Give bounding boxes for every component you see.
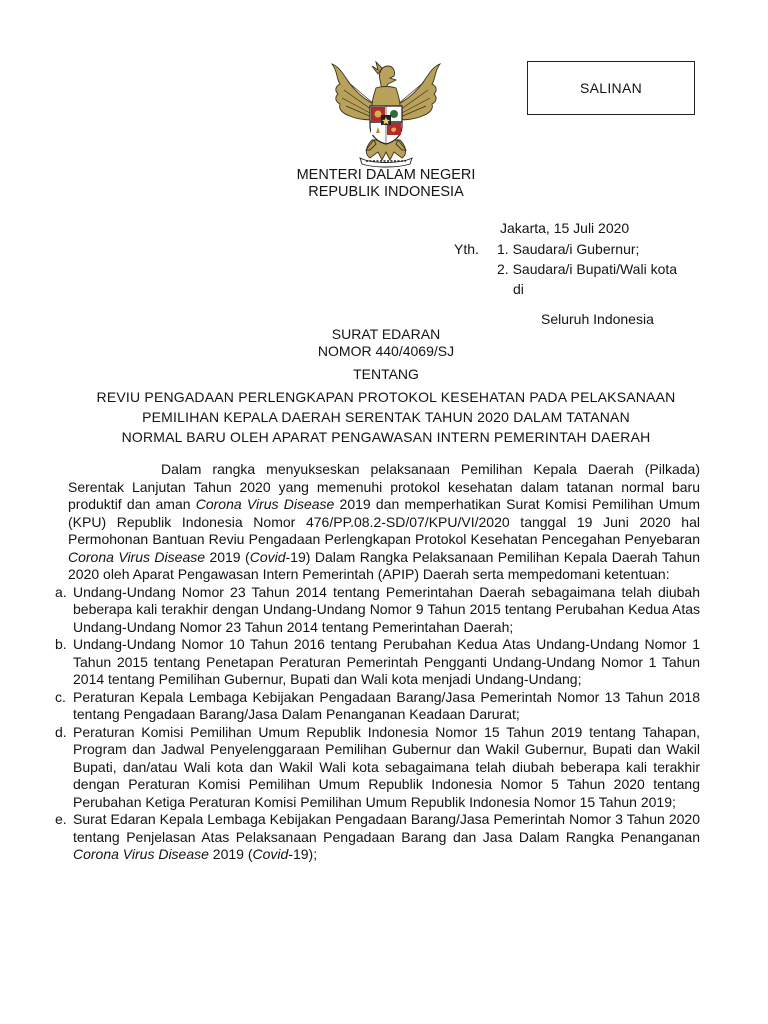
recipient-regent-mayor: 2. Saudara/i Bupati/Wali kota [497,261,678,277]
list-item: b. Undang-Undang Nomor 10 Tahun 2016 tentang Perubahan Kedua Atas Undang-Undang Nomor 1 Tahun 2015 tentang Penetapan Peraturan Pemerintah Pengganti Undang-Undang Nomor 1 Tahun 2014 tentang Pemilihan Gubernur, Bupati dan Wali kota menjadi Undang-Undang; [55,636,700,687]
subject-line-2: PEMILIHAN KEPALA DAERAH SERENTAK TAHUN 2020 DALAM TATANAN [142,409,630,425]
list-item: e. Surat Edaran Kepala Lembaga Kebijakan Pengadaan Barang/Jasa Pemerintah Nomor 3 Tahun 2020 tentang Penjelasan Atas Pelaksanaan Pengadaan Barang dan Jasa Dalam Rangka Penanganan Corona Virus Disease 2019 (Covid-19); [55,811,700,862]
list-item: d. Peraturan Komisi Pemilihan Umum Republik Indonesia Nomor 15 Tahun 2019 tentang Tahapan, Program dan Jadwal Penyelenggaraan Pemilihan Gubernur dan Wakil Gubernur, Bupati dan Wakil Bupati, dan/atau Wali kota dan Wakil Wali kota sebagaimana telah diubah beberapa kali terakhir dengan Peraturan Komisi Pemilihan Umum Republik Indonesia Nomor 5 Tahun 2020 tentang Perubahan Ketiga Peraturan Komisi Pemilihan Umum Republik Indonesia Nomor 15 Tahun 2019; [55,723,700,810]
letter-body [55,461,700,864]
yth-label: Yth. [454,241,479,257]
subject-line-3: NORMAL BARU OLEH APARAT PENGAWASAN INTERN PEMERINTAH DAERAH [121,429,651,445]
list-item: a. Undang-Undang Nomor 23 Tahun 2014 tentang Pemerintahan Daerah sebagaimana telah diubah beberapa kali terakhir dengan Undang-Undang Nomor 9 Tahun 2015 tentang Perubahan Kedua Atas Undang-Undang Nomor 23 Tahun 2014 tentang Pemerintahan Daerah; [55,583,700,635]
provisions-list [55,584,700,864]
circular-heading [200,326,572,383]
circular-number: NOMOR 440/4069/SJ [317,343,455,359]
salinan-label: SALINAN [579,80,642,96]
garuda-emblem-icon [326,60,446,168]
subject-line-1: REVIU PENGADAAN PERLENGKAPAN PROTOKOL KESEHATAN PADA PELAKSANAAN [96,389,676,405]
di-label: di [513,281,524,297]
destination: Seluruh Indonesia [541,311,654,327]
circular-about: TENTANG [353,366,419,382]
ministry-country: REPUBLIK INDONESIA [308,184,464,200]
ministry-title: MENTERI DALAM NEGERI [296,167,476,183]
list-item: c. Peraturan Kepala Lembaga Kebijakan Pengadaan Barang/Jasa Pemerintah Nomor 13 Tahun 2018 tentang Pengadaan Barang/Jasa Dalam Penanganan Keadaan Darurat; [55,688,700,722]
ministry-header [200,167,572,201]
salinan-stamp [527,61,695,115]
opening-paragraph: Dalam rangka menyukseskan pelaksanaan Pemilihan Kepala Daerah (Pilkada) Serentak Lanjutan Tahun 2020 yang memenuhi protokol kesehatan dalam tatanan normal baru produktif dan aman Corona Virus Disease 2019 dan memperhatikan Surat Komisi Pemilihan Umum (KPU) Republik Indonesia Nomor 476/PP.08.2-SD/07/KPU/VI/2020 tanggal 19 Juni 2020 hal Permohonan Bantuan Reviu Pengadaan Perlengkapan Protokol Kesehatan Pencegahan Penyebaran Corona Virus Disease 2019 (Covid-19) Dalam Rangka Pelaksanaan Pemilihan Kepala Daerah Tahun 2020 oleh Aparat Pengawasan Intern Pemerintah (APIP) Daerah serta mempedomani ketentuan: [68,461,700,582]
recipient-governor: 1. Saudara/i Gubernur; [497,241,640,257]
place-date: Jakarta, 15 Juli 2020 [500,220,630,236]
circular-subject [70,387,702,447]
circular-title: SURAT EDARAN [331,326,441,342]
